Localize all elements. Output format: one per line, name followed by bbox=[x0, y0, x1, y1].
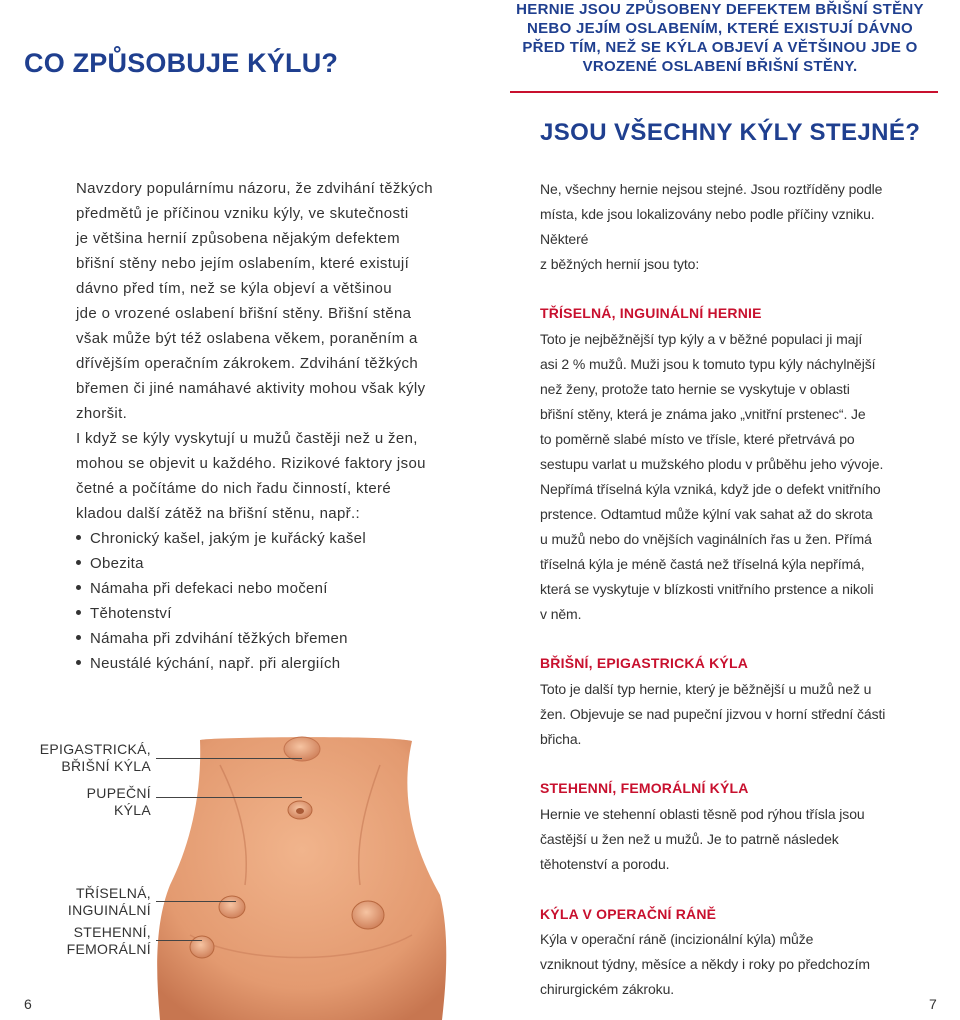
leader-line bbox=[156, 758, 302, 759]
inguinal-bulge-right bbox=[352, 901, 384, 929]
abdomen-illustration bbox=[150, 735, 450, 1020]
body-line: I když se kýly vyskytují u mužů častěji než u žen, bbox=[76, 430, 418, 447]
body-line: sestupu varlat u mužského plodu v průběhu jeho vývoje. bbox=[540, 456, 884, 472]
body-line: kladou další zátěž na břišní stěnu, např.: bbox=[76, 505, 361, 522]
body-line: jde o vrozené oslabení břišní stěny. Břišní stěna bbox=[76, 305, 412, 322]
label-epigastric: EPIGASTRICKÁ, BŘIŠNÍ KÝLA bbox=[39, 741, 151, 774]
list-item-text: Chronický kašel, jakým je kuřácký kašel bbox=[90, 530, 366, 547]
body-line: předmětů je příčinou vzniku kýly, ve skutečnosti bbox=[76, 205, 409, 222]
section-heading-epigastric: BŘIŠNÍ, EPIGASTRICKÁ KÝLA bbox=[540, 655, 749, 671]
leader-line bbox=[156, 797, 302, 798]
body-line: je většina hernií způsobena nějakým defektem bbox=[76, 230, 400, 247]
label-inguinal: TŘÍSELNÁ, INGUINÁLNÍ bbox=[67, 885, 151, 918]
body-line: chirurgickém zákroku. bbox=[540, 981, 675, 997]
body-line: tříselná kýla je méně častá než tříselná kýla nepřímá, bbox=[540, 556, 865, 572]
body-line: dřívějším operačním zákrokem. Zdvihání těžkých bbox=[76, 355, 419, 372]
left-page-title: CO ZPŮSOBUJE KÝLU? bbox=[24, 48, 339, 78]
body-line: břicha. bbox=[540, 731, 582, 747]
section-heading-incisional: KÝLA V OPERAČNÍ RÁNĚ bbox=[540, 906, 717, 922]
body-line: četné a počítáme do nich řadu činností, které bbox=[76, 480, 392, 497]
label-femoral: STEHENNÍ, FEMORÁLNÍ bbox=[66, 924, 151, 957]
body-line: Navzdory populárnímu názoru, že zdvihání těžkých bbox=[76, 180, 433, 197]
list-item-text: Těhotenství bbox=[90, 605, 172, 622]
list-item bbox=[76, 580, 328, 597]
body-line: než ženy, protože tato hernie se vyskytuje v oblasti bbox=[540, 381, 850, 397]
body-line: to poměrně slabé místo ve tříslе, které přetrvává po bbox=[540, 431, 855, 447]
bullet-icon bbox=[76, 560, 81, 565]
body-line: asi 2 % mužů. Muži jsou k tomuto typu kýly náchylnější bbox=[540, 356, 876, 372]
list-item bbox=[76, 630, 348, 647]
body-line: břišní stěny nebo jejím oslabením, které existují bbox=[76, 255, 410, 272]
section-heading-femoral: STEHENNÍ, FEMORÁLNÍ KÝLA bbox=[540, 780, 749, 796]
body-line: mohou se objevit u každého. Rizikové faktory jsou bbox=[76, 455, 426, 472]
intro-line: PŘED TÍM, NEŽ SE KÝLA OBJEVÍ A VĚTŠINOU JDE O bbox=[522, 39, 918, 56]
bullet-icon bbox=[76, 635, 81, 640]
body-line: Nepřímá tříselná kýla vzniká, když jde o defekt vnitřního bbox=[540, 481, 881, 497]
body-line: místa, kde jsou lokalizovány nebo podle příčiny vzniku. bbox=[540, 206, 875, 222]
body-line: Kýla v operační ráně (incizionální kýla) může bbox=[540, 931, 814, 947]
label-umbilical: PUPEČNÍ KÝLA bbox=[86, 785, 151, 818]
intro-line: VROZENÉ OSLABENÍ BŘIŠNÍ STĚNY. bbox=[582, 58, 858, 75]
body-line: zhoršit. bbox=[76, 405, 128, 422]
inguinal-bulge-left bbox=[219, 896, 245, 918]
body-line: častější u žen než u mužů. Je to patrně následek bbox=[540, 831, 839, 847]
list-item-text: Neustálé kýchání, např. při alergiích bbox=[90, 655, 341, 672]
body-line: Toto je další typ hernie, který je běžnější u mužů než u bbox=[540, 681, 872, 697]
list-item bbox=[76, 655, 340, 672]
body-line: Některé bbox=[540, 231, 589, 247]
list-item bbox=[76, 555, 144, 572]
bullet-icon bbox=[76, 535, 81, 540]
body-line: dávno před tím, než se kýla objeví a většinou bbox=[76, 280, 392, 297]
list-item-text: Námaha při zdvihání těžkých břemen bbox=[90, 630, 348, 647]
body-line: prstence. Odtamtud může kýlní vak sahat až do skrota bbox=[540, 506, 873, 522]
body-line: však může být též oslabena věkem, poraněním a bbox=[76, 330, 418, 347]
right-page-intro bbox=[510, 0, 930, 76]
list-item bbox=[76, 530, 366, 547]
intro-line: NEBO JEJÍM OSLABENÍM, KTERÉ EXISTUJÍ DÁVNO bbox=[527, 20, 913, 37]
torso-shape bbox=[157, 737, 446, 1020]
bullet-icon bbox=[76, 585, 81, 590]
right-page-title: JSOU VŠECHNY KÝLY STEJNÉ? bbox=[540, 119, 921, 146]
body-line: břemen či jiné namáhavé aktivity mohou však kýly bbox=[76, 380, 426, 397]
body-line: která se vyskytuje v blízkosti vnitřního prstence a nikoli bbox=[540, 581, 874, 597]
leader-line bbox=[156, 940, 202, 941]
body-line: vzniknout týdny, měsíce a někdy i roky po předchozím bbox=[540, 956, 870, 972]
leader-line bbox=[156, 901, 236, 902]
body-line: těhotenství a porodu. bbox=[540, 856, 670, 872]
body-line: Hernie ve stehenní oblasti těsně pod rýhou třísla jsou bbox=[540, 806, 865, 822]
divider-rule bbox=[510, 91, 938, 93]
list-item-text: Námaha při defekaci nebo močení bbox=[90, 580, 328, 597]
bullet-icon bbox=[76, 610, 81, 615]
list-item-text: Obezita bbox=[90, 555, 144, 572]
list-item bbox=[76, 605, 172, 622]
body-line: u mužů nebo do vnějších vaginálních řas u žen. Přímá bbox=[540, 531, 872, 547]
bullet-icon bbox=[76, 660, 81, 665]
section-heading-inguinal: TŘÍSELNÁ, INGUINÁLNÍ HERNIE bbox=[540, 305, 762, 321]
body-line: žen. Objevuje se nad pupeční jizvou v horní střední části bbox=[540, 706, 886, 722]
body-line: břišní stěny, která je známa jako „vnitřní prstenec“. Je bbox=[540, 406, 866, 422]
body-line: v něm. bbox=[540, 606, 582, 622]
body-line: Toto je nejběžnější typ kýly a v běžné populaci ji mají bbox=[540, 331, 863, 347]
body-line: Ne, všechny hernie nejsou stejné. Jsou roztříděny podle bbox=[540, 181, 883, 197]
body-line: z běžných hernií jsou tyto: bbox=[540, 256, 700, 272]
page-number-right: 7 bbox=[929, 996, 937, 1012]
navel bbox=[296, 808, 304, 814]
intro-line: HERNIE JSOU ZPŮSOBENY DEFEKTEM BŘIŠNÍ STĚNY bbox=[516, 1, 924, 18]
page-number-left: 6 bbox=[24, 996, 32, 1012]
